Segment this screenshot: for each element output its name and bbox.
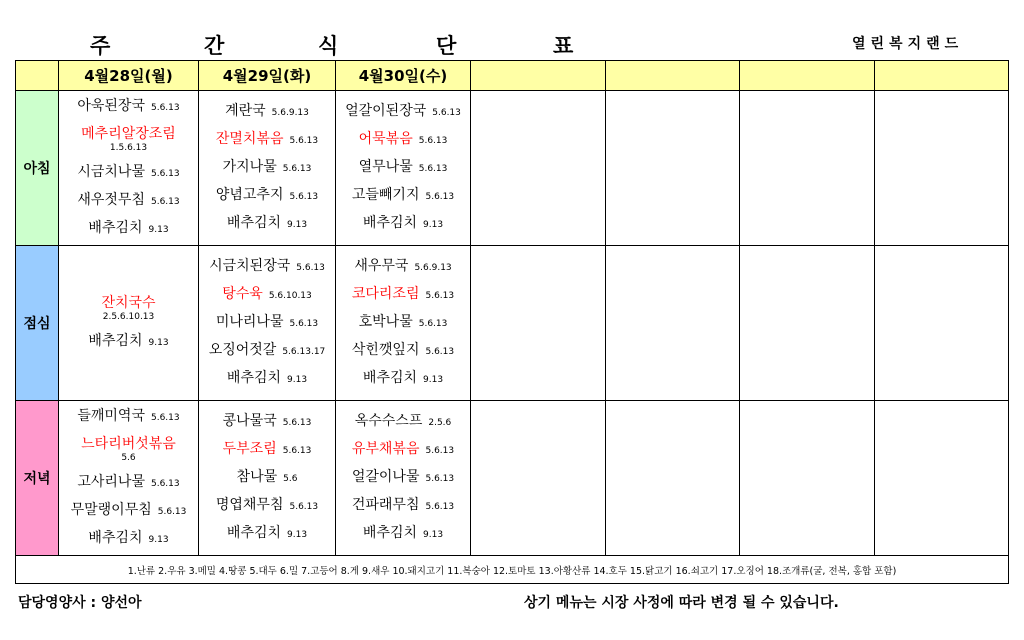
dish-name: 계란국	[225, 103, 266, 119]
dish-allergens: 5.6.13	[418, 164, 448, 174]
day-header: 4월29일(화)	[199, 61, 336, 91]
dish-allergens: 5.6.13.17	[282, 347, 326, 357]
dish-allergens: 9.13	[423, 530, 444, 540]
dish-allergens: 5.6.13	[150, 103, 180, 113]
dish-allergens: 5.6	[121, 453, 136, 463]
menu-cell	[59, 401, 199, 556]
dish-allergens: 5.6.13	[282, 418, 312, 428]
dish-item	[59, 436, 198, 464]
dish-item	[336, 441, 470, 459]
dish-allergens: 9.13	[287, 375, 308, 385]
dish-allergens: 5.6.13	[289, 319, 319, 329]
dish-name: 느타리버섯볶음	[81, 436, 176, 452]
dish-name: 잔치국수	[101, 295, 156, 311]
dish-allergens: 5.6.13	[425, 291, 455, 301]
menu-change-notice: 상기 메뉴는 시장 사정에 따라 변경 될 수 있습니다.	[524, 595, 839, 611]
dish-item	[59, 126, 198, 154]
dish-item	[199, 370, 335, 388]
dish-allergens: 5.6.13	[289, 502, 319, 512]
dish-item	[59, 164, 198, 182]
corner-cell	[16, 61, 59, 91]
menu-cell	[606, 91, 740, 246]
dish-name: 참나물	[236, 469, 278, 485]
allergen-legend-row	[16, 556, 1009, 584]
dish-name: 새우무국	[354, 258, 409, 274]
day-header	[875, 61, 1009, 91]
menu-cell	[471, 246, 606, 401]
title-char: 표	[553, 34, 574, 58]
dish-item	[336, 497, 470, 515]
dish-name: 미나리나물	[215, 314, 284, 330]
dish-item	[199, 525, 335, 543]
dish-item	[199, 258, 335, 276]
dish-name: 양념고추지	[215, 187, 284, 203]
dish-item	[59, 98, 198, 116]
title-char: 단	[436, 34, 457, 58]
dish-name: 잔멸치볶음	[215, 131, 284, 147]
dish-name: 배추김치	[362, 215, 418, 231]
dish-allergens: 2.5.6	[428, 418, 452, 428]
meal-row	[16, 91, 1009, 246]
dish-name: 무말랭이무침	[70, 502, 152, 518]
dish-item	[336, 525, 470, 543]
dish-allergens: 5.6.13	[432, 108, 461, 118]
dish-name: 열무나물	[358, 159, 413, 175]
dish-item	[59, 502, 198, 520]
dish-item	[199, 187, 335, 205]
dish-name: 배추김치	[362, 525, 418, 541]
dish-name: 얼갈이나물	[351, 469, 420, 485]
dish-item	[336, 103, 470, 121]
dish-name: 유부채볶음	[351, 441, 420, 457]
dish-allergens: 9.13	[423, 375, 444, 385]
dish-allergens: 5.6.13	[289, 192, 319, 202]
header-row	[16, 61, 1009, 91]
dish-item	[199, 441, 335, 459]
dish-allergens: 5.6.13	[150, 169, 180, 179]
dish-name: 배추김치	[362, 370, 418, 386]
dish-item	[59, 220, 198, 238]
menu-cell	[199, 246, 336, 401]
menu-cell	[606, 401, 740, 556]
dish-name: 새우젓무침	[77, 192, 145, 208]
dish-name: 코다리조림	[351, 286, 420, 302]
meal-label: 아침	[16, 91, 59, 246]
dish-item	[199, 131, 335, 149]
dish-item	[59, 295, 198, 323]
dish-item	[199, 413, 335, 431]
dish-item	[59, 530, 198, 548]
day-header: 4월30일(수)	[336, 61, 471, 91]
title-char: 식	[318, 34, 339, 58]
menu-cell	[199, 401, 336, 556]
dish-item	[336, 342, 470, 360]
dish-item	[336, 286, 470, 304]
dish-item	[59, 408, 198, 426]
dish-allergens: 5.6.13	[425, 502, 455, 512]
day-header: 4월28일(월)	[59, 61, 199, 91]
dish-allergens: 9.13	[287, 220, 308, 230]
dish-allergens: 5.6.13	[418, 319, 448, 329]
dietitian-label: 담당영양사 : 양선아	[18, 595, 142, 611]
dish-allergens: 5.6.13	[150, 479, 180, 489]
dish-name: 시금치나물	[77, 164, 145, 180]
menu-cell	[740, 91, 875, 246]
dish-allergens: 9.13	[148, 225, 169, 235]
dish-item	[199, 215, 335, 233]
menu-cell	[471, 91, 606, 246]
dish-allergens: 5.6.13	[282, 164, 312, 174]
dish-item	[59, 192, 198, 210]
title-char: 주	[90, 34, 111, 58]
menu-cell	[875, 401, 1009, 556]
dish-item	[336, 370, 470, 388]
dish-name: 콩나물국	[222, 413, 277, 429]
menu-cell	[740, 246, 875, 401]
menu-cell	[59, 91, 199, 246]
dish-allergens: 9.13	[148, 338, 169, 348]
dish-allergens: 5.6.13	[418, 136, 448, 146]
dish-allergens: 5.6.13	[425, 474, 455, 484]
dish-name: 배추김치	[88, 333, 143, 349]
dish-item	[199, 286, 335, 304]
dish-allergens: 5.6.13	[157, 507, 187, 517]
dish-allergens: 2.5.6.10.13	[102, 312, 155, 322]
dish-name: 오징어젓갈	[208, 342, 277, 358]
meal-row	[16, 246, 1009, 401]
menu-cell	[336, 401, 471, 556]
dish-allergens: 5.6.9.13	[414, 263, 452, 273]
menu-cell	[875, 246, 1009, 401]
dish-allergens: 5.6.13	[289, 136, 319, 146]
dish-item	[59, 333, 198, 351]
dish-name: 메추리알장조림	[81, 126, 176, 142]
dish-item	[336, 314, 470, 332]
dish-name: 들깨미역국	[77, 408, 145, 424]
dish-item	[199, 159, 335, 177]
day-header	[740, 61, 875, 91]
dish-allergens: 5.6	[283, 474, 298, 484]
dish-item	[199, 469, 335, 487]
day-header	[606, 61, 740, 91]
dish-item	[199, 103, 335, 121]
dish-allergens: 9.13	[148, 535, 169, 545]
dish-item	[199, 497, 335, 515]
menu-cell	[336, 91, 471, 246]
dish-name: 시금치된장국	[209, 258, 291, 274]
allergen-legend: 1.난류 2.우유 3.메밀 4.땅콩 5.대두 6.밀 7.고등어 8.게 9.새우 10.돼지고기 11.복숭아 12.토마토 13.아황산류 14.호두 15.닭고기 16.쇠고기 17.오징어 18.조개류(굴, 전복, 홍합 포함)	[16, 556, 1009, 584]
dish-allergens: 5.6.9.13	[271, 108, 309, 118]
dish-allergens: 5.6.13	[150, 197, 180, 207]
dish-name: 탕수육	[222, 286, 263, 302]
dish-name: 건파래무침	[351, 497, 420, 513]
dish-item	[336, 215, 470, 233]
menu-cell	[606, 246, 740, 401]
meal-label: 점심	[16, 246, 59, 401]
dish-item	[199, 314, 335, 332]
meal-label: 저녁	[16, 401, 59, 556]
dish-item	[336, 413, 470, 431]
dish-name: 두부조림	[222, 441, 277, 457]
menu-cell	[875, 91, 1009, 246]
dish-name: 고들빼기지	[351, 187, 420, 203]
dish-name: 배추김치	[226, 525, 282, 541]
dish-name: 배추김치	[226, 370, 282, 386]
dish-name: 아욱된장국	[77, 98, 145, 114]
menu-cell	[740, 401, 875, 556]
dish-allergens: 5.6.13	[282, 446, 312, 456]
title-char: 간	[204, 34, 225, 58]
dish-name: 옥수수스프	[354, 413, 423, 429]
dish-allergens: 5.6.13	[296, 263, 325, 273]
meal-row	[16, 401, 1009, 556]
dish-name: 호박나물	[358, 314, 413, 330]
menu-cell	[199, 91, 336, 246]
dish-name: 가지나물	[222, 159, 277, 175]
dish-name: 어묵볶음	[358, 131, 413, 147]
dish-name: 배추김치	[88, 530, 143, 546]
dish-allergens: 5.6.13	[150, 413, 180, 423]
dish-allergens: 5.6.10.13	[268, 291, 312, 301]
dish-name: 고사리나물	[77, 474, 145, 490]
dish-allergens: 5.6.13	[425, 446, 455, 456]
menu-cell	[471, 401, 606, 556]
dish-allergens: 9.13	[423, 220, 444, 230]
dish-allergens: 5.6.13	[425, 192, 455, 202]
dish-item	[336, 159, 470, 177]
dish-name: 명엽채무침	[215, 497, 284, 513]
weekly-menu-table	[15, 60, 1009, 584]
dish-name: 얼갈이된장국	[345, 103, 427, 119]
dish-item	[336, 258, 470, 276]
dish-allergens: 5.6.13	[425, 347, 455, 357]
dish-name: 삭힌깻잎지	[351, 342, 420, 358]
menu-cell	[336, 246, 471, 401]
dish-name: 배추김치	[226, 215, 282, 231]
dish-item	[336, 131, 470, 149]
dish-item	[336, 469, 470, 487]
menu-cell	[59, 246, 199, 401]
dish-allergens: 1.5.6.13	[109, 143, 148, 153]
organization-name: 열린복지랜드	[852, 36, 964, 52]
day-header	[471, 61, 606, 91]
dish-item	[199, 342, 335, 360]
dish-allergens: 9.13	[287, 530, 308, 540]
dish-item	[59, 474, 198, 492]
dish-item	[336, 187, 470, 205]
dish-name: 배추김치	[88, 220, 143, 236]
